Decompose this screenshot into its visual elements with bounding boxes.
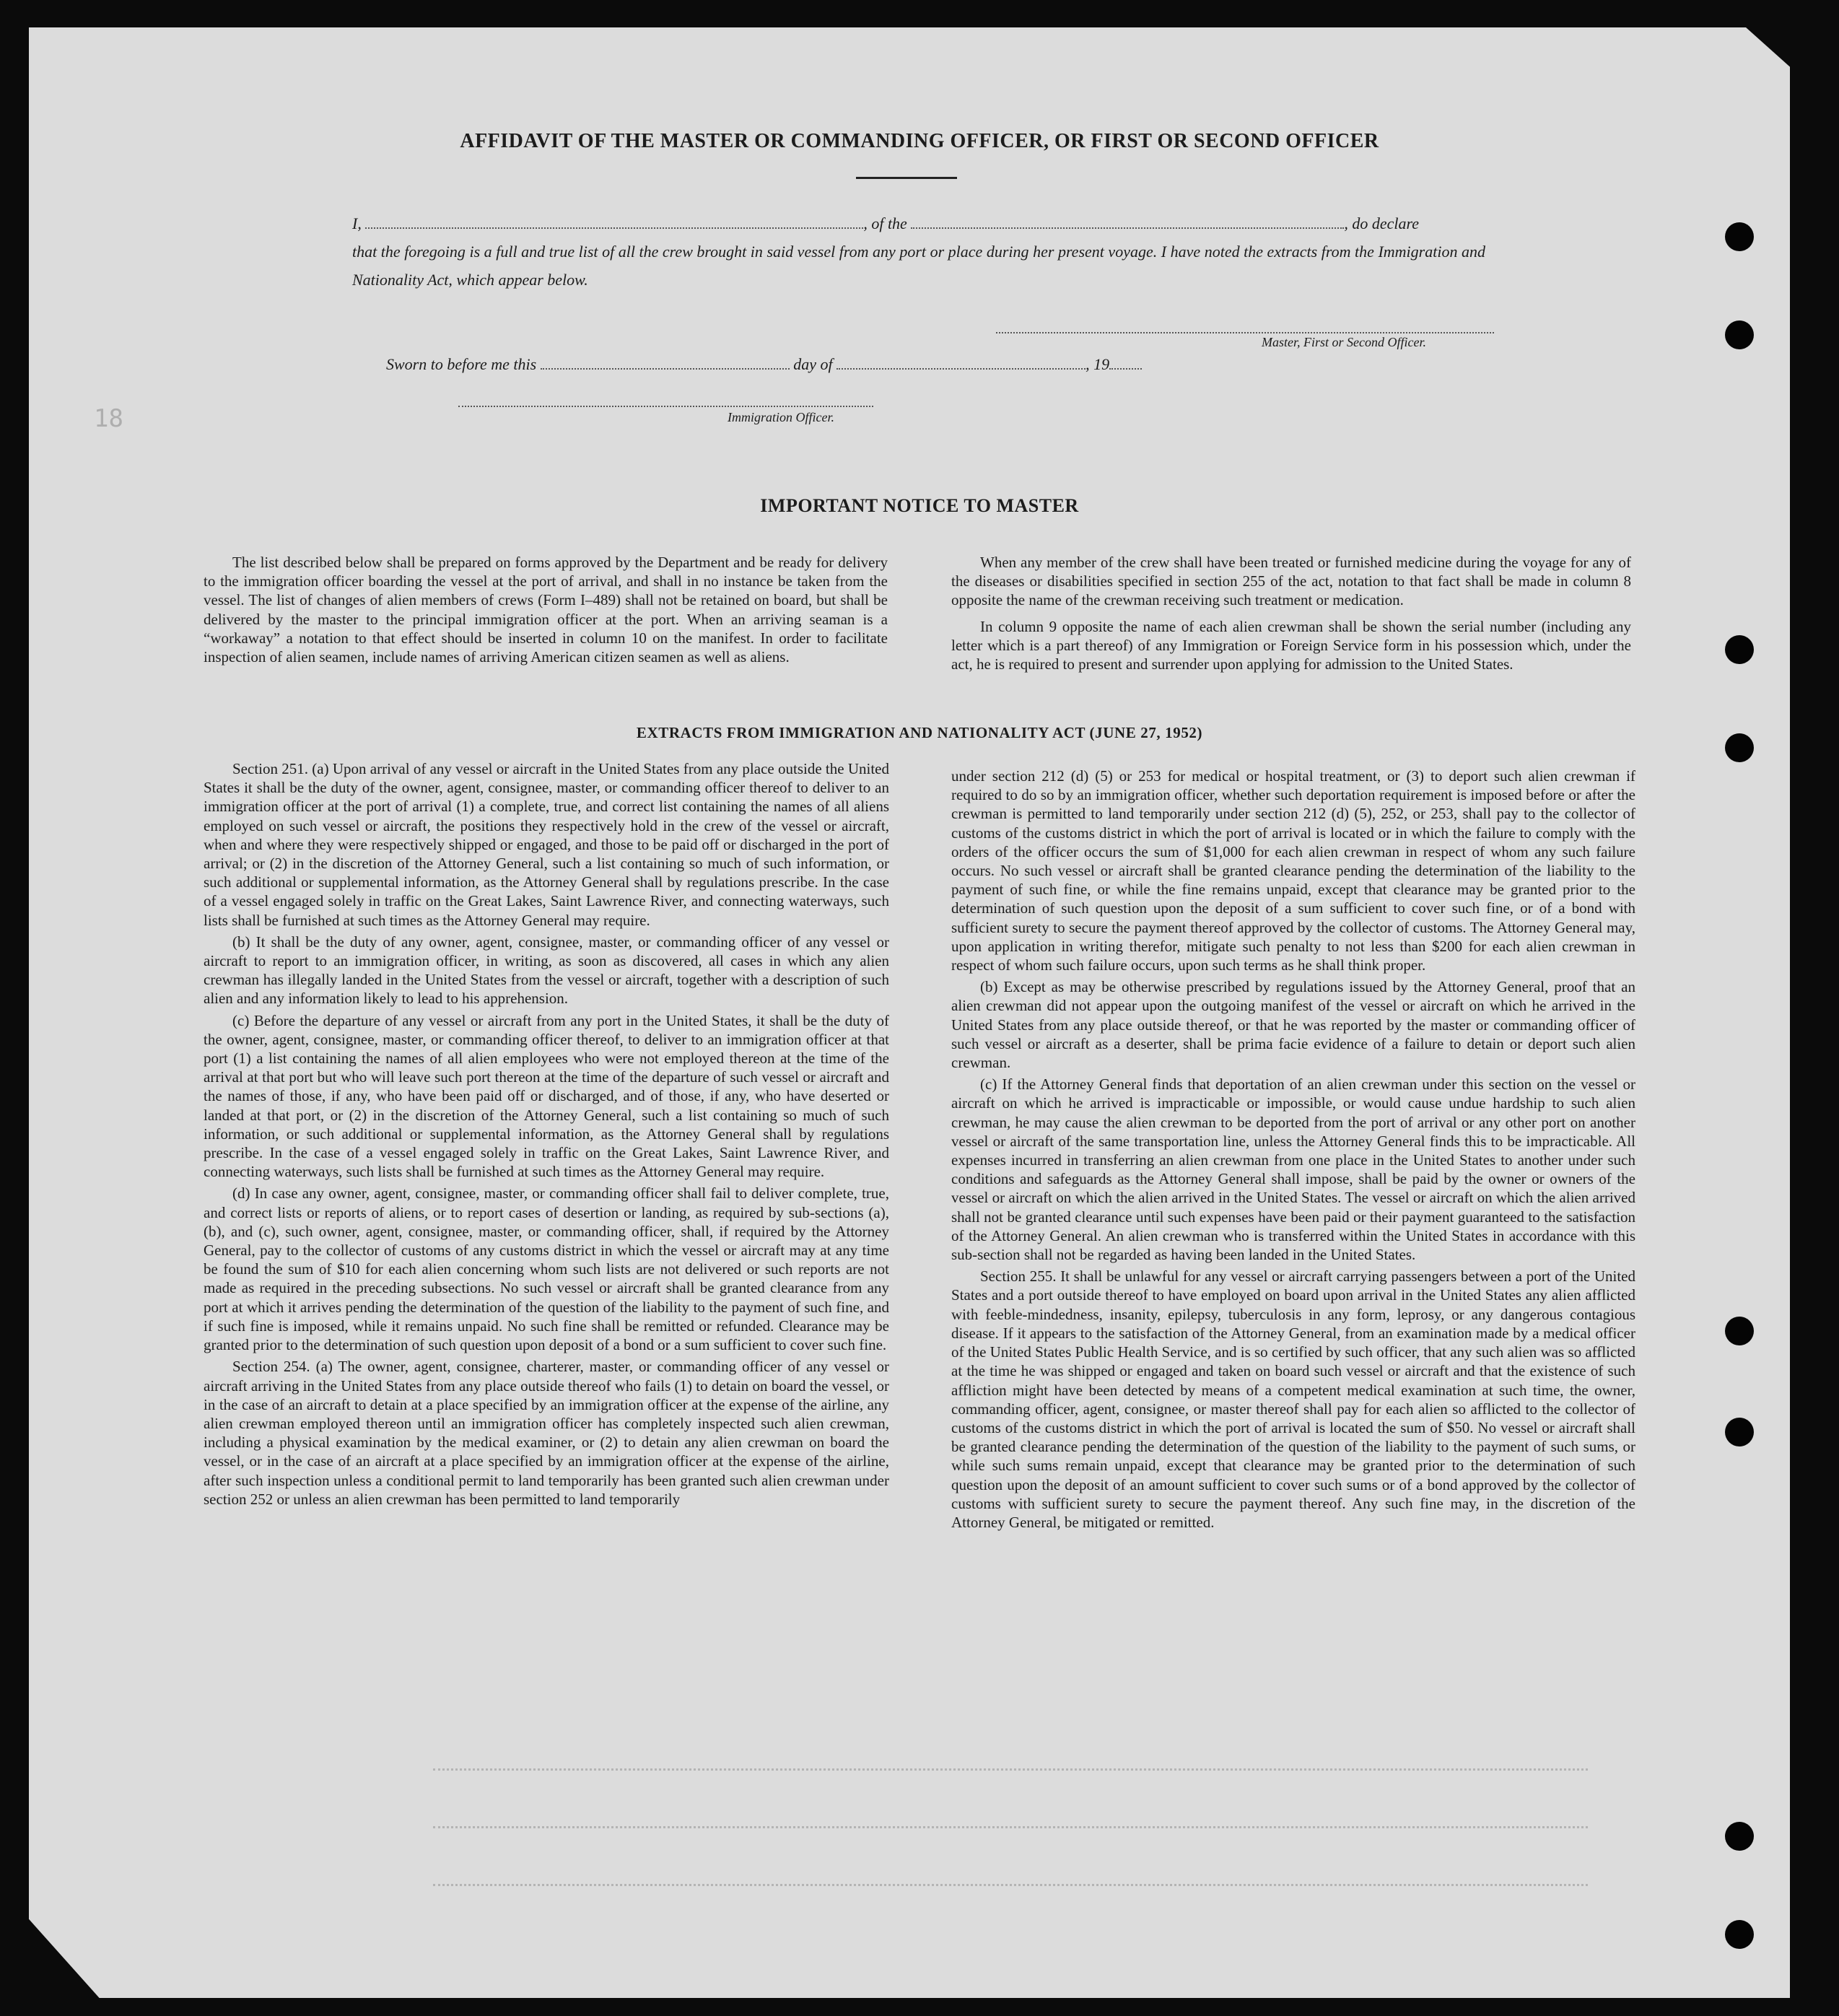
sworn-year-blank (1109, 355, 1142, 370)
declaration-text: that the foregoing is a full and true list of all the crew brought in said vessel from any port or place during her present voyage. I have noted the extracts from the Immigration and Nationality Act, which appear below. (352, 243, 1485, 289)
immigration-officer-caption: Immigration Officer. (728, 410, 834, 424)
notice-heading: IMPORTANT NOTICE TO MASTER (760, 495, 1079, 516)
name-blank (365, 214, 863, 229)
extract-paragraph: Section 251. (a) Upon arrival of any vessel or aircraft in the United States from any place outside the United States it shall be the duty of the owner, agent, consignee, master, or commanding officer thereof to deliver to an immigration officer at the port of arrival (1) a complete, true, and correct list containing the names of all aliens employed on such vessel or aircraft, the positions they respectively hold in the crew of the vessel or aircraft, when and where they were respectively shipped or engaged, and those to be paid off or discharged in the port of arrival; or (2) in the discretion of the Attorney General, such a list containing so much of such information, or such additional or supplemental information, as the Attorney General shall by regulations prescribe. In the case of a vessel engaged solely in traffic on the Great Lakes, Saint Lawrence River, and connecting waterways, such lists shall be furnished at such times as the Attorney General may require. (204, 760, 889, 929)
bleed-through-mark (433, 1826, 1588, 1843)
extract-paragraph: Section 255. It shall be unlawful for any vessel or aircraft carrying passengers between a port of the United States and a port outside thereof to have employed on board upon arrival in the United States any alien afflicted with feeble-mindedness, insanity, epilepsy, tuberculosis in any form, leprosy, or any dangerous contagious disease. If it appears to the satisfaction of the Attorney General, from an examination made by a medical officer of the United States Public Health Service, and is so certified by such officer, that any such alien was so afflicted at the time he was shipped or engaged and taken on board such vessel or aircraft and that the existence of such affliction might have been detected by means of a competent medical examination at such time, the owner, commanding officer, agent, consignee, or master thereof shall pay for each alien so afflicted to the collector of customs of the customs district in which the port of arrival is located the sum of $50. No vessel or aircraft shall be granted clearance pending the determination of the question of the liability to the payment of such sums, or while such sums remain unpaid, except that clearance may be granted prior to the determination of such question upon the deposit of an amount sufficient to cover such sums or of a bond approved by the collector of customs with sufficient surety to secure the payment thereof. Any such fine may, in the discretion of the Attorney General, be mitigated or remitted. (951, 1267, 1635, 1531)
sworn-prefix: Sworn to before me this (386, 355, 537, 373)
sworn-day-of: day of (793, 355, 833, 373)
extract-paragraph: (d) In case any owner, agent, consignee, master, or commanding officer shall fail to deliver complete, true, and correct lists or reports of aliens, or to report cases of desertion or landing, as required by sub-sections (a), (b), and (c), such owner, agent, consignee, master, or commanding officer, shall, if required by the Attorney General, pay to the collector of customs of any customs district in which the vessel or aircraft may at any time be found the sum of $10 for each alien concerning whom such lists are not delivered or such reports are not made as required in the preceding subsections. No such vessel or aircraft shall be granted clearance from any port at which it arrives pending the determination of the question of the liability to the payment of such fine, and if such fine is imposed, while it remains unpaid. No such fine shall be remitted or refunded. Clearance may be granted prior to the determination of such question upon deposit of a bond or a sum sufficient to cover such fine. (204, 1184, 889, 1354)
extracts-heading: EXTRACTS FROM IMMIGRATION AND NATIONALITY ACT (JUNE 27, 1952) (636, 724, 1203, 741)
extract-paragraph: under section 212 (d) (5) or 253 for medical or hospital treatment, or (3) to deport such alien crewman if required to do so by an immigration officer, whether such deportation requirement is imposed before or after the crewman is permitted to land temporarily under section 212 (d) (5), 252, or 253, shall pay to the collector of customs of the customs district in which the port of arrival is located or in which the failure to comply with the orders of the officer occurs the sum of $1,000 for each alien crewman in respect of whom any such failure occurs. No such vessel or aircraft shall be granted clearance pending the determination of the liability to the payment of such fine, or while the fine remains unpaid, except that clearance may be granted prior to the determination of such question upon the deposit of a sum sufficient to cover such fine, or of a bond with sufficient surety to secure the payment thereof approved by the collector of customs. The Attorney General may, upon application in writing therefor, mitigate such penalty to not less than $200 for each alien crewman in respect of whom such failure occurs, upon such terms as he shall think proper. (951, 767, 1635, 974)
sworn-year-prefix: 19 (1093, 355, 1110, 373)
bleed-through-mark (433, 1768, 1588, 1785)
punch-hole (1725, 1822, 1754, 1851)
sworn-date-blank (541, 355, 790, 370)
affidavit-title: AFFIDAVIT OF THE MASTER OR COMMANDING OFFICER, OR FIRST OR SECOND OFFICER (460, 130, 1379, 152)
notice-paragraph: In column 9 opposite the name of each alien crewman shall be shown the serial number (including any letter which is a part thereof) of any Immigration or Foreign Service form in his possession which, under the act, he is required to present and surrender upon applying for admission to the United States. (951, 617, 1631, 673)
affidavit-declaration (352, 209, 1485, 294)
master-caption: Master, First or Second Officer. (1262, 335, 1426, 349)
punch-hole (1725, 222, 1754, 251)
extract-paragraph: (b) Except as may be otherwise prescribed by regulations issued by the Attorney General, proof that an alien crewman did not appear upon the outgoing manifest of the vessel or aircraft on which he arrived in the United States from any place outside thereof, or that he was reported by the master or commanding officer of such vessel or aircraft as a deserter, shall be prima facie evidence of a failure to detain or deport such alien crewman. (951, 978, 1635, 1072)
punch-hole (1725, 1418, 1754, 1446)
extracts-right-column (951, 767, 1635, 1532)
extracts-left-column (204, 759, 889, 1509)
extract-paragraph: (c) If the Attorney General finds that deportation of an alien crewman under this section on the vessel or aircraft on which he arrived is impracticable or impossible, or would cause undue hardship to such alien crewman, he may cause the alien crewman to be deported from the port of arrival or any other port on another vessel or aircraft of the same transportation line, unless the Attorney General finds this to be impracticable. All expenses incurred in transferring an alien crewman from one place in the United States to another under such conditions and safeguards as the Attorney General shall impose, shall be paid by the owner or owners of the vessel or aircraft on which the alien arrived in the United States. The vessel or aircraft on which the alien arrived shall not be granted clearance until such expenses have been paid or their payment guaranteed to the satisfaction of the Attorney General. An alien crewman who is transferred within the United States in accordance with this sub-section shall not be regarded as having been landed in the United States. (951, 1075, 1635, 1264)
declaration-line (352, 209, 1485, 237)
notice-right-column (951, 553, 1631, 673)
sworn-month-blank (836, 355, 1086, 370)
bleed-through-mark: 18 (94, 404, 123, 433)
bleed-through-mark (433, 1884, 1588, 1901)
declare-i: I, (352, 214, 362, 232)
notice-left-column (204, 553, 888, 666)
immigration-officer-signature-line (458, 406, 873, 407)
sworn-line: Sworn to before me this day of , 19 (386, 355, 1142, 374)
punch-hole (1725, 635, 1754, 664)
declare-of-the: , of the (863, 214, 907, 232)
extract-paragraph: (b) It shall be the duty of any owner, agent, consignee, master, or commanding officer of any vessel or aircraft to report to an immigration officer, in writing, as soon as discovered, all cases in which any alien crewman has illegally landed in the United States from the vessel or aircraft, together with a description of such alien and any information likely to lead to his apprehension. (204, 933, 889, 1008)
extract-paragraph: Section 254. (a) The owner, agent, consignee, charterer, master, or commanding officer of any vessel or aircraft arriving in the United States from any place outside thereof who fails (1) to detain on board the vessel, or in the case of an aircraft to detain at a place specified by an immigration officer at the expense of the airline, any alien crewman employed thereon until an immigration officer has completely inspected such alien crewman, including a physical examination by the medical examiner, or (2) to detain any alien crewman on board the vessel, or in the case of an aircraft at a place specified by an immigration officer at the expense of the airline, after such inspection unless a conditional permit to land temporarily has been granted such alien crewman under section 252 or unless an alien crewman has been permitted to land temporarily (204, 1358, 889, 1508)
punch-hole (1725, 1920, 1754, 1949)
declare-do-declare: , do declare (1344, 214, 1419, 232)
extract-paragraph: (c) Before the departure of any vessel or aircraft from any port in the United States, it shall be the duty of the owner, agent, consignee, master, or commanding officer thereof, to deliver to an immigration officer at that port (1) a list containing the names of all alien employees who were not employed thereon at the time of the arrival at that port but who will leave such port thereon at the time of the departure of such vessel or aircraft and the names of those, if any, who have been paid off or discharged, and of those, if any, who have deserted or landed at that port, or (2) in the discretion of the Attorney General, such a list containing so much of such information, or such additional or supplemental information, as the Attorney General shall by regulations prescribe. In the case of a vessel engaged solely in traffic on the Great Lakes, Saint Lawrence River, and connecting waterways, such lists shall be furnished at such times as the Attorney General may require. (204, 1011, 889, 1181)
punch-hole (1725, 320, 1754, 349)
vessel-blank (911, 214, 1344, 229)
notice-paragraph: When any member of the crew shall have been treated or furnished medicine during the voyage for any of the diseases or disabilities specified in section 255 of the act, notation to that fact shall be made in column 8 opposite the name of the crewman receiving such treatment or medication. (951, 554, 1631, 609)
punch-hole (1725, 1317, 1754, 1345)
notice-paragraph: The list described below shall be prepared on forms approved by the Department and be ready for delivery to the immigration officer boarding the vessel at the port of arrival, and shall in no instance be taken from the vessel. The list of changes of alien members of crews (Form I–489) shall not be retained on board, but shall be delivered by the master to the principal immigration officer at the port. When an arriving seaman is a “workaway” a notation to that effect should be inserted in column 10 on the manifest. In order to facilitate inspection of alien seamen, include names of arriving American citizen seamen as well as aliens. (204, 554, 888, 666)
title-rule (856, 177, 957, 179)
master-signature-line (996, 332, 1494, 333)
